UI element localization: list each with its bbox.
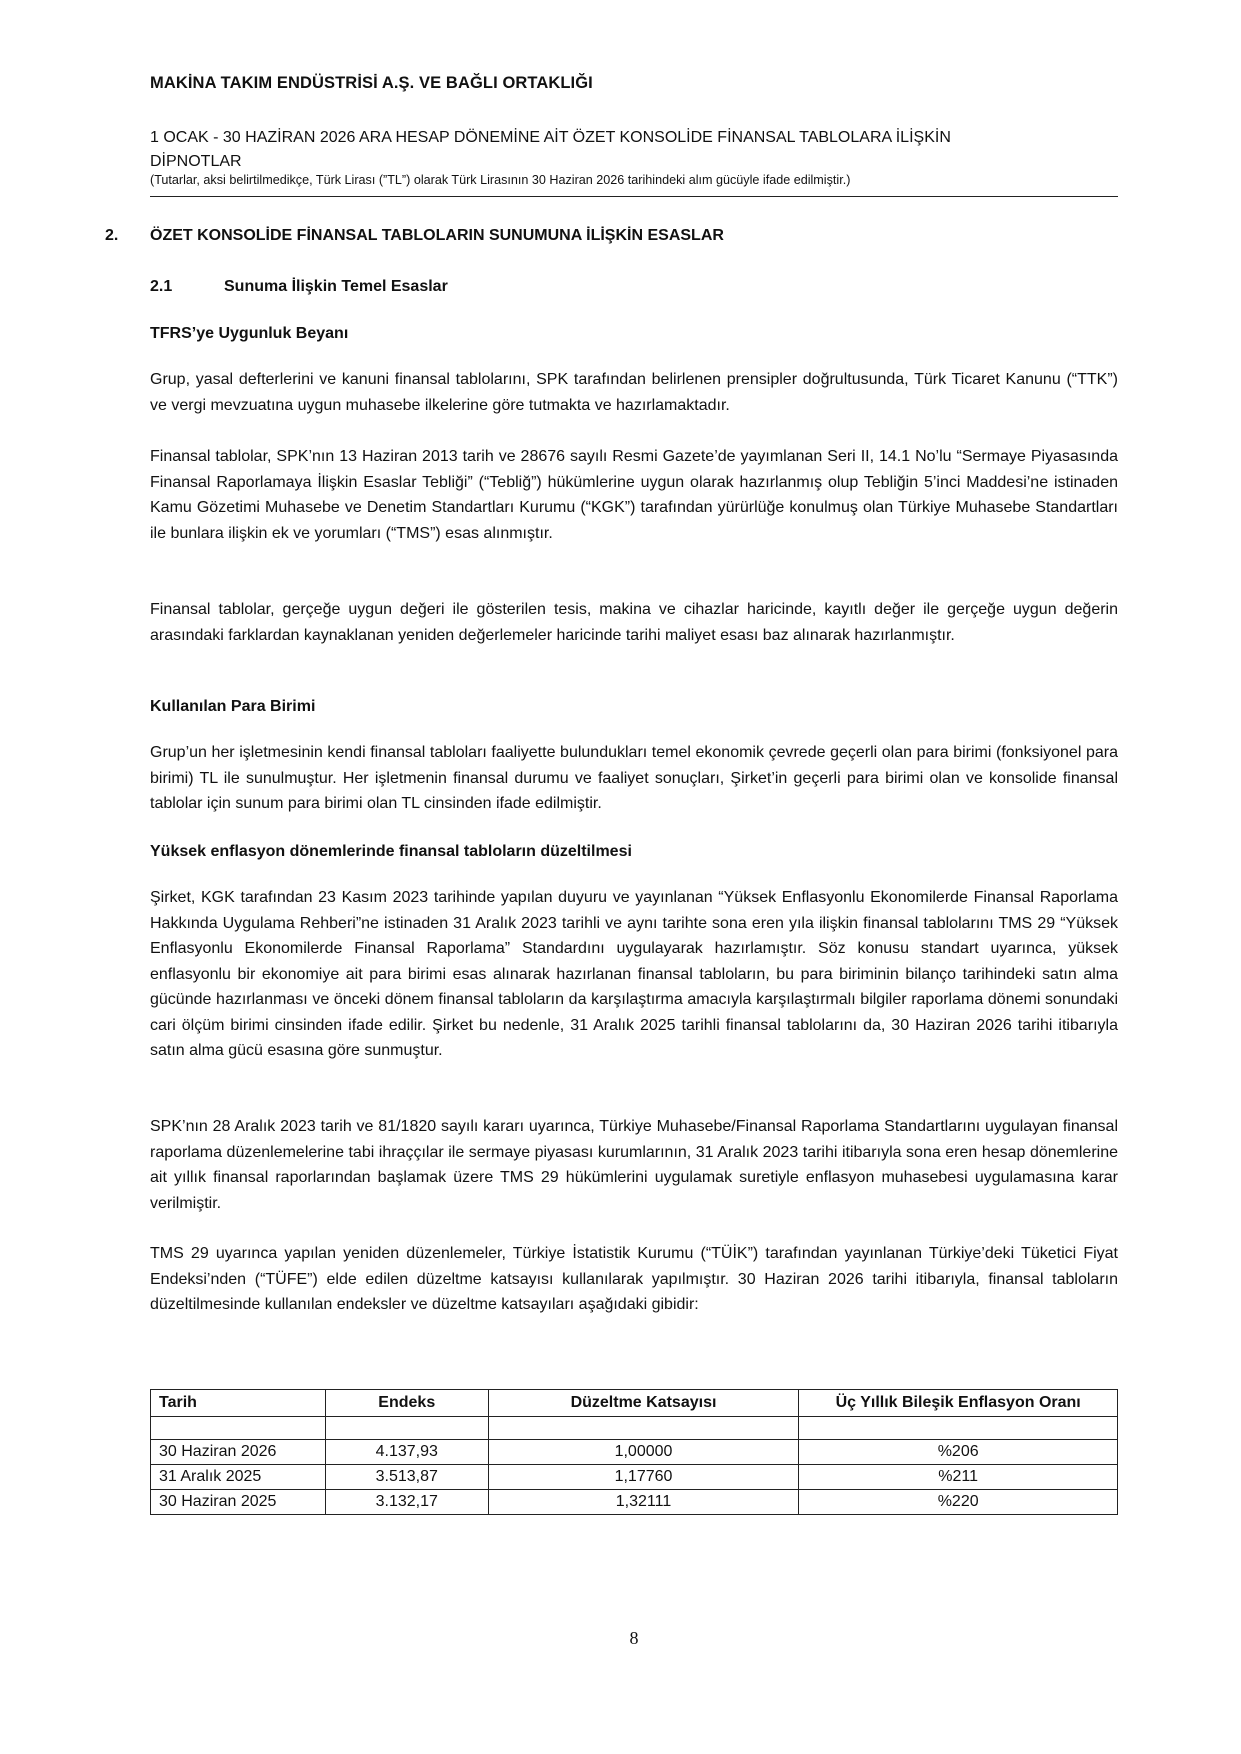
- inflation-index-table: [150, 1389, 1118, 1515]
- table-cell: [151, 1417, 326, 1440]
- table-cell-coefficient: 1,00000: [488, 1440, 799, 1465]
- column-header-coefficient: Düzeltme Katsayısı: [488, 1390, 799, 1417]
- header-divider: [150, 196, 1118, 197]
- table-row: [151, 1490, 1118, 1515]
- table-row-empty: [151, 1417, 1118, 1440]
- table-cell-coefficient: 1,17760: [488, 1465, 799, 1490]
- table-row: [151, 1440, 1118, 1465]
- table-cell-date: 31 Aralık 2025: [151, 1465, 326, 1490]
- paragraph-historical-cost: Finansal tablolar, gerçeğe uygun değeri ile gösterilen tesis, makina ve cihazlar haricinde, kayıtlı değer ile gerçeğe uygun değerin arasındaki farklardan kaynaklanan yeniden değerlemeler haricinde tarihi maliyet esası baz alınarak hazırlanmıştır.: [150, 601, 1118, 644]
- subsection-title: Sunuma İlişkin Temel Esaslar: [224, 278, 448, 295]
- column-header-inflation-rate: Üç Yıllık Bileşik Enflasyon Oranı: [799, 1390, 1118, 1417]
- heading-hyperinflation: Yüksek enflasyon dönemlerinde finansal tabloların düzeltilmesi: [150, 843, 632, 860]
- heading-tfrs-compliance: TFRS’ye Uygunluk Beyanı: [150, 325, 349, 342]
- table-header-row: [151, 1390, 1118, 1417]
- period-title-line1: 1 OCAK - 30 HAZİRAN 2026 ARA HESAP DÖNEMİNE AİT ÖZET KONSOLİDE FİNANSAL TABLOLARA İLİŞKİN: [150, 129, 951, 146]
- paragraph-legal-books: Grup, yasal defterlerini ve kanuni finansal tablolarını, SPK tarafından belirlenen prensipler doğrultusunda, Türk Ticaret Kanunu (“TTK”) ve vergi mevzuatına uygun muhasebe ilkelerine göre tutmakta ve hazırlamaktadır.: [150, 371, 1118, 414]
- table-cell-date: 30 Haziran 2025: [151, 1490, 326, 1515]
- table-cell: [799, 1417, 1118, 1440]
- table-cell: [325, 1417, 488, 1440]
- paragraph-spk-decision: SPK’nın 28 Aralık 2023 tarih ve 81/1820 sayılı kararı uyarınca, Türkiye Muhasebe/Finansal Raporlama Standartlarını uygulayan finansal raporlama düzenlemelerine tabi ihraççılar ile sermaye piyasası kurumlarının, 31 Aralık 2023 tarihi itibarıyla sona eren hesap dönemlerine ait yıllık finansal raporlarından başlamak üzere TMS 29 hükümlerini uygulamak suretiyle enflasyon muhasebesi uygulamasına karar verilmiştir.: [150, 1118, 1118, 1212]
- table-cell-index: 4.137,93: [325, 1440, 488, 1465]
- column-header-index: Endeks: [325, 1390, 488, 1417]
- table-cell-index: 3.132,17: [325, 1490, 488, 1515]
- column-header-date: Tarih: [151, 1390, 326, 1417]
- section-title: ÖZET KONSOLİDE FİNANSAL TABLOLARIN SUNUMUNA İLİŞKİN ESASLAR: [150, 227, 724, 244]
- table-cell-date: 30 Haziran 2026: [151, 1440, 326, 1465]
- subsection-number: 2.1: [150, 278, 173, 295]
- table-cell-index: 3.513,87: [325, 1465, 488, 1490]
- paragraph-basis-of-preparation: Finansal tablolar, SPK’nın 13 Haziran 2013 tarih ve 28676 sayılı Resmi Gazete’de yayımlanan Seri II, 14.1 No’lu “Sermaye Piyasasında Finansal Raporlamaya İlişkin Esaslar Tebliği” (“Tebliğ”) hükümlerine uygun olarak hazırlanmış olup Tebliğin 5’inci Maddesi’ne istinaden Kamu Gözetimi Muhasebe ve Denetim Standartları Kurumu (“KGK”) tarafından yürürlüğe konulmuş olan Türkiye Muhasebe Standartları ile bunlara ilişkin ek ve yorumları (“TMS”) esas alınmıştır.: [150, 448, 1118, 542]
- table-cell-inflation-rate: %206: [799, 1440, 1118, 1465]
- table-cell: [488, 1417, 799, 1440]
- table-cell-coefficient: 1,32111: [488, 1490, 799, 1515]
- period-title-line2: DİPNOTLAR: [150, 153, 242, 170]
- heading-currency: Kullanılan Para Birimi: [150, 698, 316, 715]
- paragraph-functional-currency: Grup’un her işletmesinin kendi finansal tabloları faaliyette bulundukları temel ekonomik çevrede geçerli olan para birimi (fonksiyonel para birimi) TL ile sunulmuştur. Her işletmenin finansal durumu ve faaliyet sonuçları, Şirket’in geçerli para birimi olan ve konsolide finansal tablolar için sunum para birimi olan TL cinsinden ifade edilmiştir.: [150, 744, 1118, 812]
- page-number: 8: [629, 1628, 639, 1648]
- table-cell-inflation-rate: %220: [799, 1490, 1118, 1515]
- currency-note: (Tutarlar, aksi belirtilmedikçe, Türk Lirası (”TL”) olarak Türk Lirasının 30 Haziran 2026 tarihindeki alım gücüyle ifade edilmiştir.): [150, 173, 851, 187]
- period-title: [150, 126, 1118, 174]
- paragraph-tms29-application: Şirket, KGK tarafından 23 Kasım 2023 tarihinde yapılan duyuru ve yayınlanan “Yüksek Enflasyonlu Ekonomilerde Finansal Raporlama Hakkında Uygulama Rehberi”ne istinaden 31 Aralık 2023 tarihli ve aynı tarihte sona eren yıla ilişkin finansal tablolarını TMS 29 “Yüksek Enflasyonlu Ekonomilerde Finansal Raporlama” Standardını uygulayarak hazırlamıştır. Söz konusu standart uyarınca, yüksek enflasyonlu bir ekonomiye ait para birimi esas alınarak hazırlanan finansal tabloların, bu para biriminin bilanço tarihindeki satın alma gücünde hazırlanması ve önceki dönem finansal tabloların da karşılaştırma amacıyla karşılaştırmalı bilgiler raporlama dönemi sonundaki cari ölçüm birimi cinsinden ifade edilir. Şirket bu nedenle, 31 Aralık 2025 tarihli finansal tablolarını da, 30 Haziran 2026 tarihi itibarıyla satın alma gücü esasına göre sunmuştur.: [150, 889, 1118, 1059]
- table-cell-inflation-rate: %211: [799, 1465, 1118, 1490]
- paragraph-cpi-index: TMS 29 uyarınca yapılan yeniden düzenlemeler, Türkiye İstatistik Kurumu (“TÜİK”) tarafından yayınlanan Türkiye’deki Tüketici Fiyat Endeksi’nden (“TÜFE”) elde edilen düzeltme katsayısı kullanılarak yapılmıştır. 30 Haziran 2026 tarihi itibarıyla, finansal tabloların düzeltilmesinde kullanılan endeksler ve düzeltme katsayıları aşağıdaki gibidir:: [150, 1245, 1118, 1313]
- company-name: MAKİNA TAKIM ENDÜSTRİSİ A.Ş. VE BAĞLI ORTAKLIĞI: [150, 74, 593, 92]
- section-number: 2.: [105, 227, 119, 244]
- table-row: [151, 1465, 1118, 1490]
